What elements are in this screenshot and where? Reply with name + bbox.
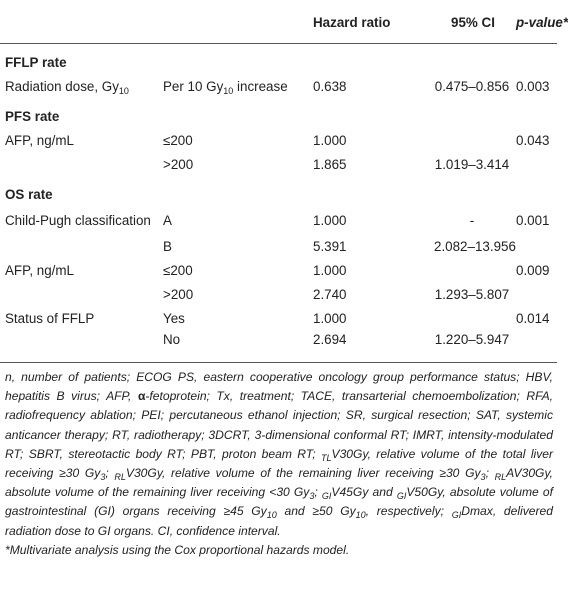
subscript: TL [321,452,332,463]
cell-category: ≤200 [163,132,193,148]
table-row [0,152,557,176]
cell-ci: 0.475–0.856 [434,78,510,94]
alpha-symbol: α [137,389,146,404]
cell-variable [0,330,163,363]
cell-p-value [510,234,557,258]
geq-symbol: ≥ [59,466,66,481]
cell-variable [0,206,163,234]
subscript: GI [396,491,407,502]
cell-variable [0,234,163,258]
cell-ci [434,306,510,330]
multivariate-note: *Multivariate analysis using the Cox proportional hazards model. [5,542,350,557]
cell-hazard-ratio: 1.000 [313,212,347,228]
table-row [0,258,557,282]
cell-p-value: 0.009 [516,262,550,278]
subscript: 3 [309,491,315,502]
cell-hazard-ratio: 1.000 [313,310,347,326]
cell-hazard-ratio: 1.000 [313,262,347,278]
cell-p-value: 0.014 [516,310,550,326]
cell-hazard-ratio: 2.694 [313,330,434,363]
cell-hazard-ratio: 1.865 [313,156,347,172]
cell-variable: AFP, ng/mL [5,132,74,148]
subscript: 3 [100,472,106,483]
section-title: PFS rate [5,108,60,124]
cell-category: ≤200 [163,262,193,278]
subscript: 10 [355,510,366,521]
section-title: FFLP rate [5,54,67,70]
cell-p-value [510,152,557,176]
cell-ci: - [469,212,475,228]
table-header-row [0,0,557,44]
table-row [0,282,557,306]
header-p-value-text: p-value* [516,15,568,30]
cell-p-value [510,282,557,306]
cell-p-value: 0.001 [516,212,550,228]
header-category [163,0,313,44]
cell-p-value: 0.003 [516,78,550,94]
section-row [0,44,557,75]
cell-variable: Radiation dose, $Gy_{10}$ [5,78,129,96]
subscript: 10 [223,85,234,96]
cell-ci: 1.293–5.807 [434,286,510,302]
cell-variable [0,152,163,176]
subscript: GI [321,491,332,502]
geq-symbol: ≥ [312,504,320,519]
cell-p-value [510,330,557,363]
cell-category: B [163,238,172,254]
section-title: OS rate [5,186,53,202]
cell-hazard-ratio: 1.000 [313,132,347,148]
header-ci: 95% CI [434,0,510,44]
cell-category: Per 10 $Gy_{10}$ increase [163,78,288,96]
geq-symbol: ≥ [439,466,446,481]
geq-symbol: ≥ [223,504,231,519]
header-p-value [510,0,568,44]
subscript: 10 [266,510,277,521]
cell-ci: 1.220–5.947 [434,330,510,363]
cell-ci: 1.019–3.414 [434,156,510,172]
table-footnotes [5,368,553,560]
table-row [0,206,557,234]
header-variable [0,0,163,44]
cell-category: Yes [163,310,185,326]
subscript: RL [494,472,507,483]
header-hazard-ratio: Hazard ratio [313,0,434,44]
cell-hazard-ratio: 5.391 [313,238,347,254]
cell-variable [0,282,163,306]
table-row [0,128,557,152]
table-row [0,74,557,98]
cell-category: No [163,330,313,363]
subscript: 10 [118,85,129,96]
section-row [0,98,557,128]
cell-ci [434,258,510,282]
cell-hazard-ratio: 2.740 [313,286,347,302]
subscript: RL [114,472,126,483]
table-row [0,234,557,258]
subscript: GI [451,510,462,521]
abbreviations-note: n, number of patients; ECOG PS, eastern cooperative oncology group performance status; HBV, hepatitis B virus; AFP, α-fetoprotein; Tx, treatment; TACE, transarterial chemoembolization; RFA, radiofrequency ablation; PEI; percutaneous ethanol injection; SR, surgical resection; SAT, systemic anticancer therapy; RT, radiotherapy; 3DCRT, 3-dimensional conformal RT; IMRT, intensity-modulated RT; SBRT, stereotactic body RT; PBT, proton beam RT; $_{TL}$V30Gy, relative volume of the total liver receiving ≥30 $Gy_3$; $_{RL}$V30Gy, relative volume of the remaining liver receiving ≥30 $Gy_3$; $_{RL}$AV30Gy, absolute volume of the remaining liver receiving <30 $Gy_3$; $_{GI}$V45Gy and $_{GI}$V50Gy, absolute volume of gastrointestinal (GI) organs receiving ≥45 $Gy_{10}$ and ≥50 $Gy_{10}$, respectively; $_{GI}$Dmax, delivered radiation dose to GI organs. CI, confidence interval. [5,370,554,538]
cell-p-value: 0.043 [516,132,550,148]
subscript: 3 [480,472,486,483]
cell-category: >200 [163,286,194,302]
cell-hazard-ratio: 0.638 [313,78,347,94]
cell-category: A [163,212,172,228]
section-row [0,176,557,206]
cell-variable-text: Child-Pugh classification [5,213,151,228]
table-body [0,44,557,363]
cell-ci: 2.082–13.956 [434,238,516,254]
table-row [0,306,557,330]
table-row [0,330,557,363]
cell-ci [434,128,510,152]
cell-variable: AFP, ng/mL [5,262,74,278]
cell-variable: Status of FFLP [5,310,95,326]
cell-category: >200 [163,156,194,172]
